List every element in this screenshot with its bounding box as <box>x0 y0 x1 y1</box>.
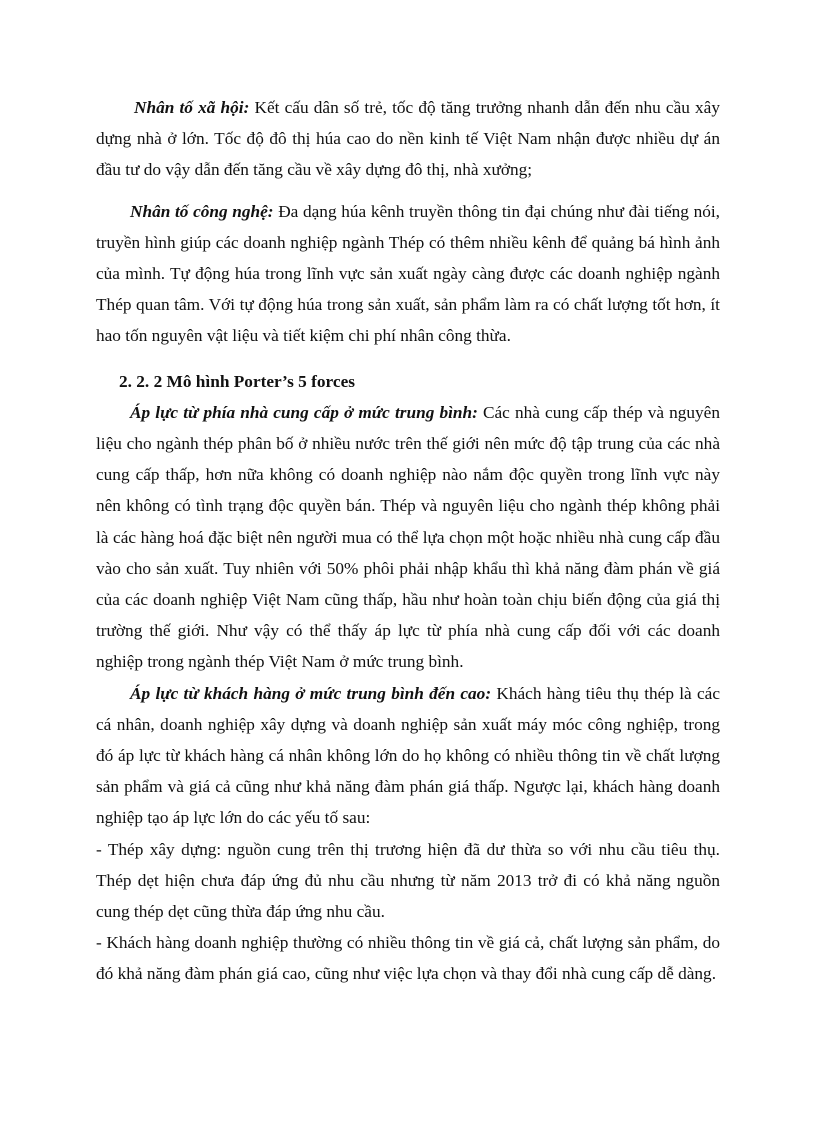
customer-pressure-text: Khách hàng tiêu thụ thép là các cá nhân, doanh nghiệp xây dựng và doanh nghiệp sản xuất máy móc công nghiệp, trong đó áp lực từ khách hàng cá nhân không lớn do họ không có nhiều thông tin về chất lượng sản phẩm và giá cả cũng như khả năng đàm phán giá thấp. Ngược lại, khách hàng doanh nghiệp tạo áp lực lớn do các yếu tố sau: <box>96 683 721 828</box>
technology-factor-text: Đa dạng húa kênh truyền thông tin đại chúng như đài tiếng nói, truyền hình giúp các doanh nghiệp ngành Thép có thêm nhiều kênh để quảng bá hình ảnh của mình. Tự động húa trong lĩnh vực sản xuất ngày càng được các doanh nghiệp ngành Thép quan tâm. Với tự động húa trong sản xuất, sản phẩm làm ra có chất lượng tốt hơn, ít hao tốn nguyên vật liệu và tiết kiệm chi phí nhân công thừa. <box>96 201 720 346</box>
bullet-business-customers: - Khách hàng doanh nghiệp thường có nhiều thông tin về giá cả, chất lượng sản phẩm, do đó khả năng đàm phán giá cao, cũng như việc lựa chọn và thay đổi nhà cung cấp dễ dàng. <box>96 933 720 984</box>
supplier-pressure-lead: Áp lực từ phía nhà cung cấp ở mức trung bình: <box>130 402 478 422</box>
paragraph-supplier-pressure <box>96 397 720 678</box>
paragraph-customer-pressure <box>96 678 720 834</box>
technology-factor-lead: Nhân tố công nghệ: <box>130 201 274 221</box>
supplier-pressure-text: Các nhà cung cấp thép và nguyên liệu cho ngành thép phân bố ở nhiều nước trên thế giới nên mức độ tập trung của các nhà cung cấp thấp, hơn nữa không có doanh nghiệp nào nắm độc quyền trong lĩnh vực này nên không có tình trạng độc quyền bán. Thép và nguyên liệu cho ngành thép không phải là các hàng hoá đặc biệt nên người mua có thể lựa chọn một hoặc nhiều nhà cung cấp đầu vào cho sản xuất. Tuy nhiên với 50% phôi phải nhập khẩu thì khả năng đàm phán về giá của các doanh nghiệp Việt Nam cũng thấp, hầu như hoàn toàn chịu biến động của giá thị trường thế giới. Như vậy có thể thấy áp lực từ phía nhà cung cấp đối với các doanh nghiệp trong ngành thép Việt Nam ở mức trung bình. <box>96 402 720 672</box>
paragraph-technology-factor <box>96 196 720 352</box>
paragraph-social-factor <box>96 92 720 186</box>
document-page <box>96 92 720 990</box>
social-factor-lead: Nhân tố xã hội: <box>134 98 250 117</box>
section-heading-porter: 2. 2. 2 Mô hình Porter’s 5 forces <box>119 371 355 391</box>
social-factor-text: Kết cấu dân số trẻ, tốc độ tăng trưởng nhanh dẫn đến nhu cầu xây dựng nhà ở lớn. Tốc độ đô thị húa cao do nền kinh tế Việt Nam nhận được nhiều dự án đầu tư do vậy dẫn đến tăng cầu về xây dựng đô thị, nhà xưởng; <box>96 98 720 180</box>
bullet-construction-steel: - Thép xây dựng: nguồn cung trên thị trương hiện đã dư thừa so với nhu cầu tiêu thụ. Thép dẹt hiện chưa đáp ứng đủ nhu cầu nhưng từ năm 2013 trở đi có khả năng nguồn cung thép dẹt cũng thừa đáp ứng nhu cầu. <box>96 839 720 922</box>
customer-pressure-lead: Áp lực từ khách hàng ở mức trung bình đến cao: <box>130 683 492 703</box>
